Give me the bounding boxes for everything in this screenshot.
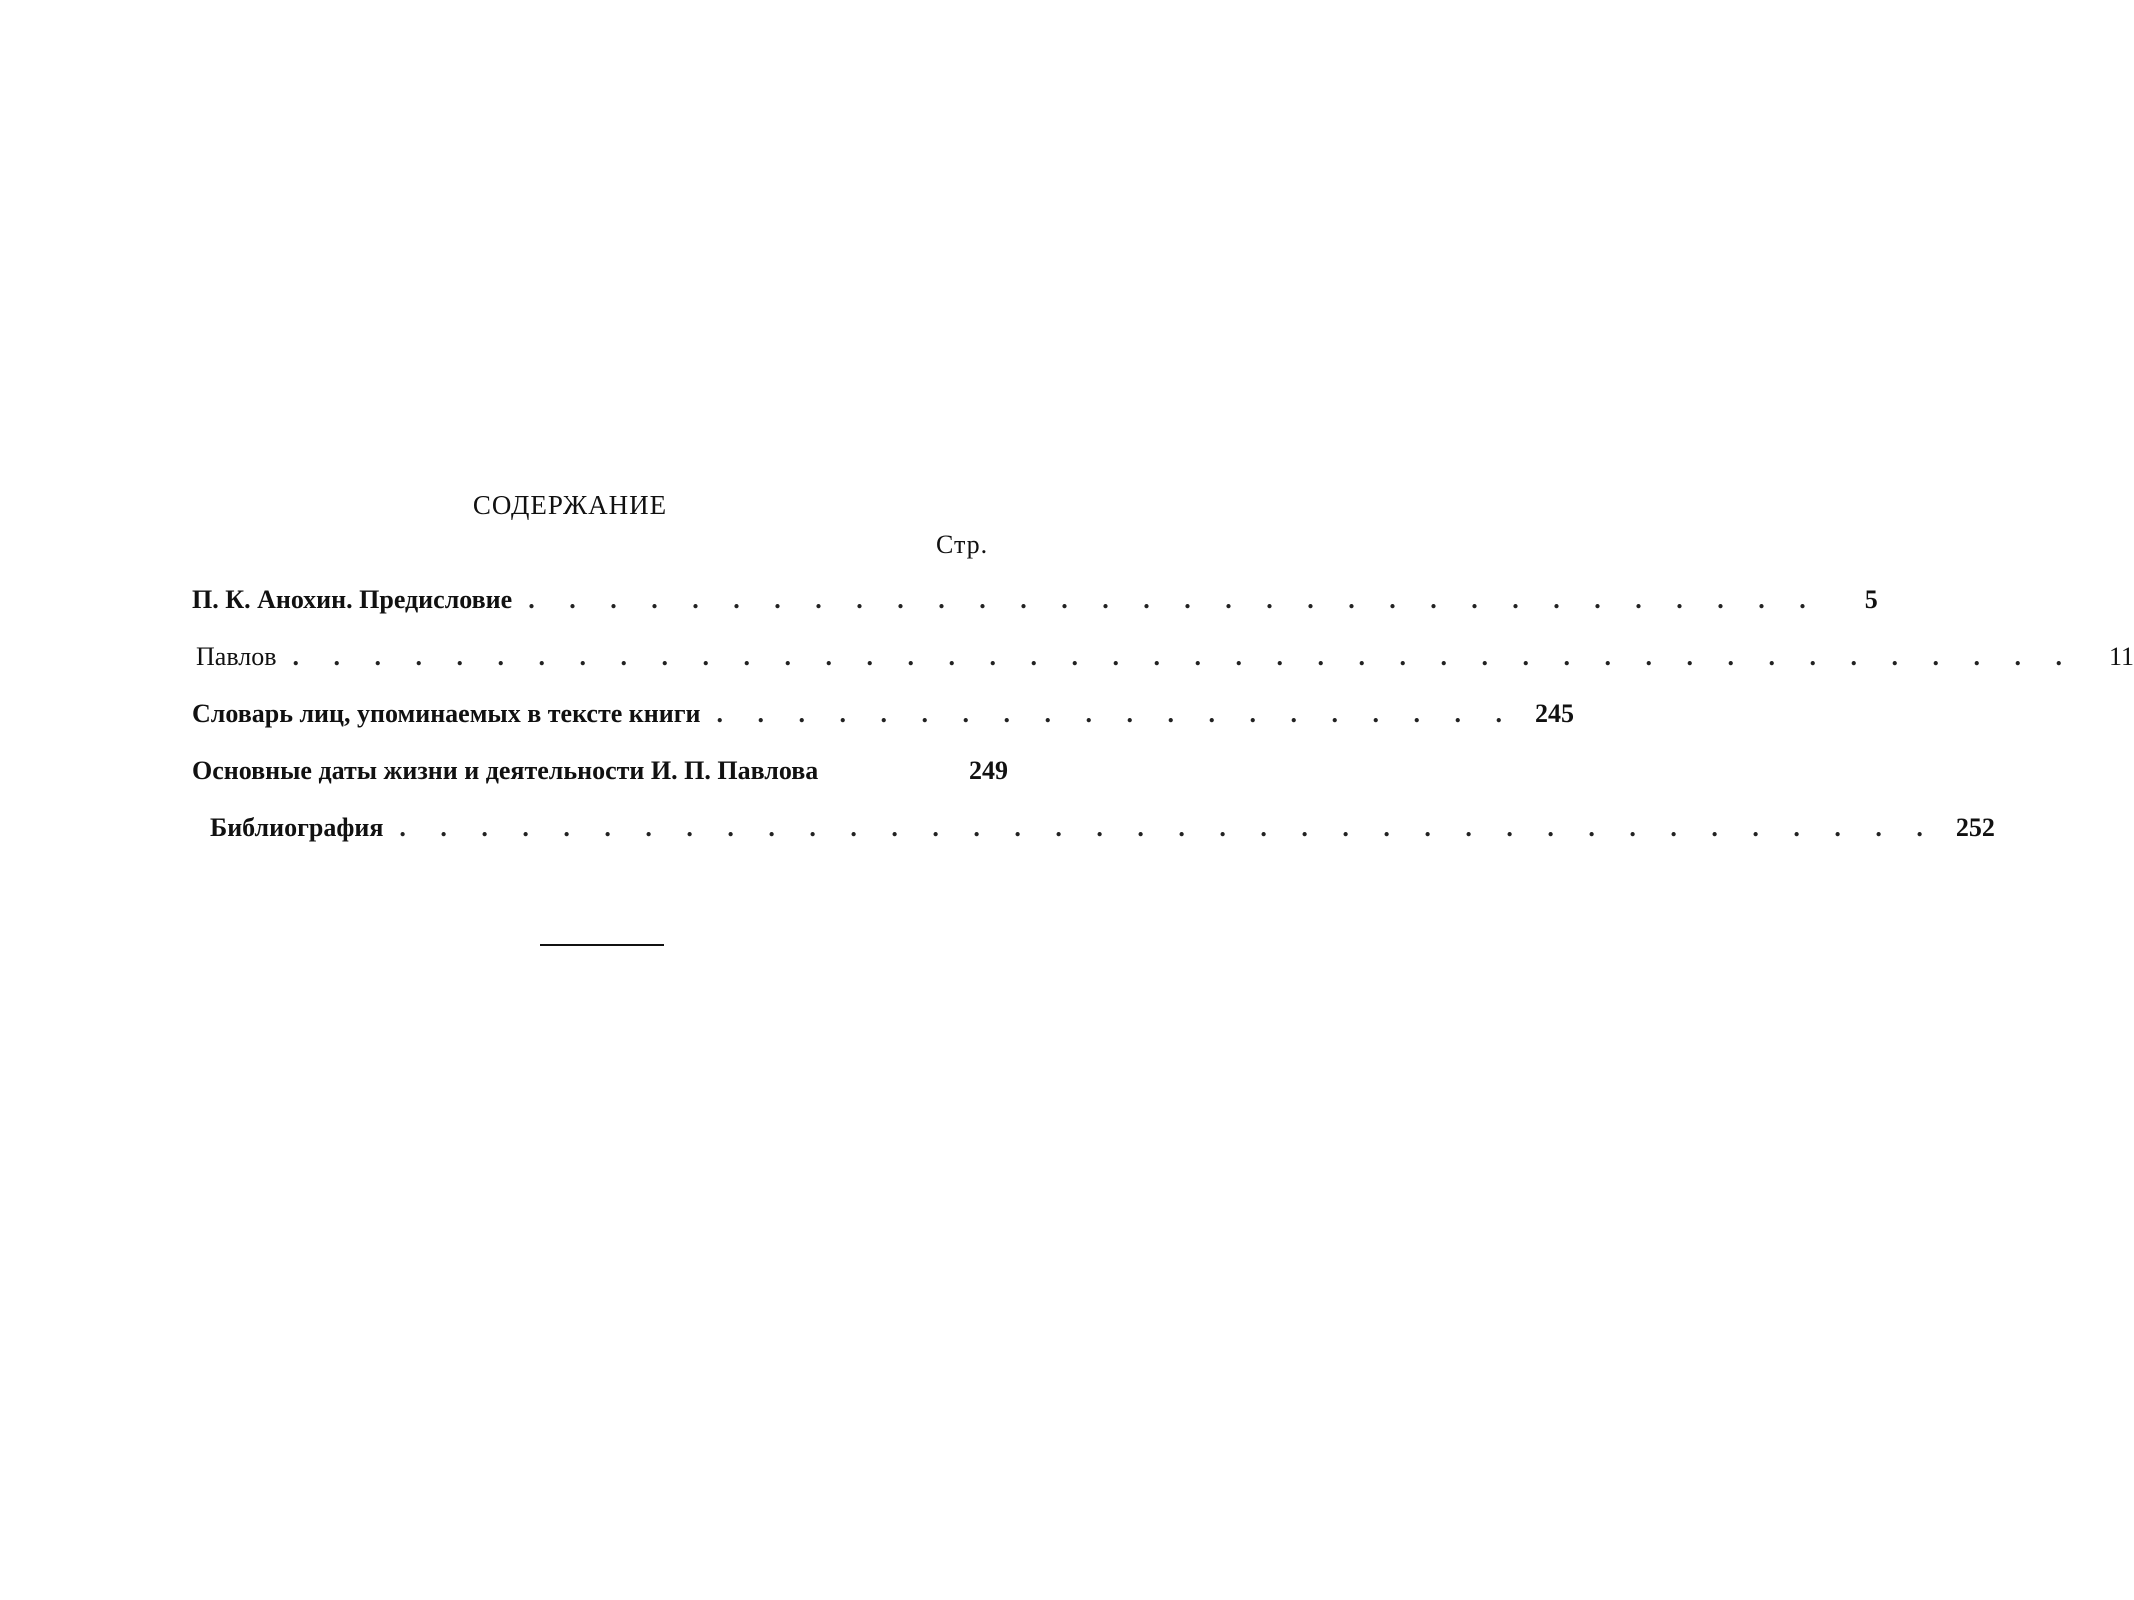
dot-leader: . . . . . . . . . . . . . . . . . . . . . . . . . . . . . . . .	[528, 585, 1820, 614]
toc-entry-page: 11	[2108, 642, 2134, 671]
toc-entry-label: П. К. Анохин. Предисловие	[192, 585, 513, 614]
toc-entry-pavlov	[196, 642, 2134, 676]
toc-entry-page: 249	[969, 756, 1008, 785]
toc-entry-preface	[192, 585, 1878, 619]
toc-entry-bibliography	[210, 813, 1995, 847]
page-column-label: Стр.	[936, 530, 989, 559]
toc-entry-page: 252	[1955, 813, 1995, 842]
toc-entry-label: Словарь лиц, упоминаемых в тексте книги	[192, 699, 701, 728]
toc-entry-label: Библиография	[210, 813, 384, 842]
toc-entry-page: 245	[1535, 699, 1574, 728]
dot-leader: . . . . . . . . . . . . . . . . . . . .	[716, 699, 1516, 728]
toc-entry-page: 5	[1864, 585, 1878, 614]
toc-title: СОДЕРЖАНИЕ	[472, 490, 668, 520]
toc-entry-chronology	[192, 756, 1008, 790]
toc-entry-label: Основные даты жизни и деятельности И. П. Павлова	[192, 756, 819, 785]
dot-leader: . . . . . . . . . . . . . . . . . . . . . . . . . . . . . . . . . . . . . .	[399, 813, 1937, 842]
dot-leader: . . . . . . . . . . . . . . . . . . . . . . . . . . . . . . . . . . . . . . . . . . . .	[292, 642, 2077, 671]
closing-rule	[540, 944, 664, 946]
toc-entry-name-index	[192, 699, 1574, 733]
toc-entry-label: Павлов	[196, 642, 277, 671]
